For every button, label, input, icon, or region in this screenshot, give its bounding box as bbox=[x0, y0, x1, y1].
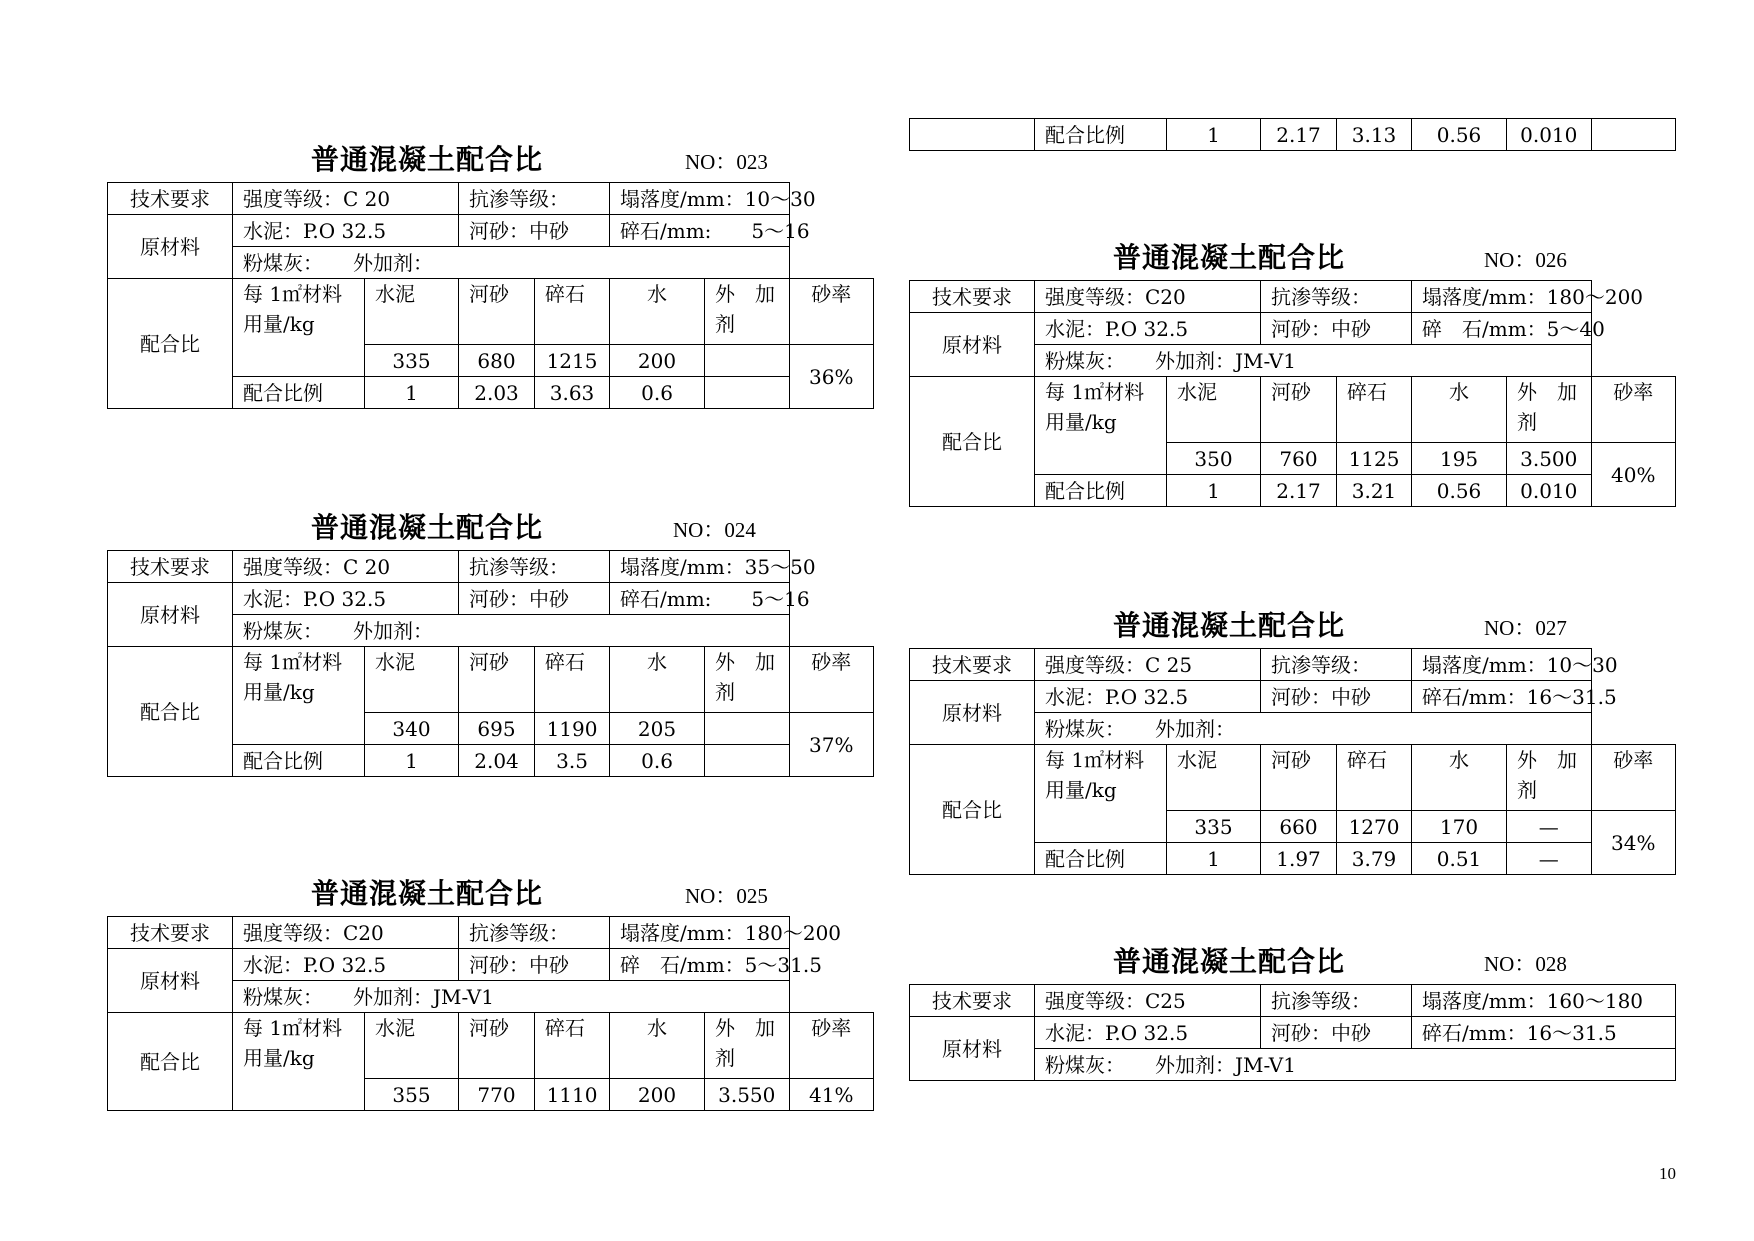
table-row bbox=[910, 985, 1676, 1017]
mix-table bbox=[909, 280, 1676, 507]
qty-stone: 1270 bbox=[1337, 811, 1412, 843]
mix-card-024 bbox=[107, 506, 874, 777]
qty-sand: 770 bbox=[459, 1079, 535, 1111]
table-row bbox=[108, 949, 874, 981]
flyash-admixture: 粉煤灰： 外加剂：JM-V1 bbox=[233, 981, 790, 1013]
admixture-header: 外 加剂 bbox=[1507, 377, 1591, 443]
card-title: 普通混凝土配合比 bbox=[311, 511, 544, 544]
stone-spec: 碎石/mm: 5～16 bbox=[610, 215, 789, 247]
ratio-label: 配合比例 bbox=[233, 377, 365, 409]
tech-label: 技术要求 bbox=[108, 551, 233, 583]
slump: 塌落度/mm：10～30 bbox=[610, 183, 789, 215]
ratio-admixture: 0.010 bbox=[1507, 475, 1591, 507]
stone-header: 碎石 bbox=[535, 1013, 610, 1079]
cement-spec: 水泥：P.O 32.5 bbox=[1035, 681, 1261, 713]
ratio-admixture bbox=[705, 377, 789, 409]
material-label: 原材料 bbox=[108, 583, 233, 647]
per-m3-label: 每 1㎡材料用量/kg bbox=[1035, 745, 1167, 843]
mix-label: 配合比 bbox=[108, 279, 233, 409]
mix-table bbox=[107, 916, 874, 1111]
ratio-sand: 2.03 bbox=[459, 377, 535, 409]
qty-sand: 680 bbox=[459, 345, 535, 377]
card-number: NO：028 bbox=[1484, 952, 1567, 976]
sand-header: 河砂 bbox=[459, 279, 535, 345]
ratio-sand: 2.17 bbox=[1261, 475, 1337, 507]
mix-table bbox=[909, 984, 1676, 1081]
cement-header: 水泥 bbox=[365, 279, 459, 345]
qty-admixture: 3.550 bbox=[705, 1079, 789, 1111]
table-row bbox=[910, 681, 1676, 713]
ratio-label: 配合比例 bbox=[1035, 119, 1167, 151]
ratio-label: 配合比例 bbox=[1035, 843, 1167, 875]
card-title: 普通混凝土配合比 bbox=[311, 877, 544, 910]
card-number: NO：027 bbox=[1484, 616, 1567, 640]
per-m3-label: 每 1㎡材料用量/kg bbox=[233, 647, 365, 745]
sand-rate-header: 砂率 bbox=[789, 647, 874, 713]
ratio-water: 0.56 bbox=[1412, 119, 1507, 151]
qty-admixture bbox=[705, 713, 789, 745]
mix-card-026 bbox=[909, 236, 1676, 507]
sand-rate-header: 砂率 bbox=[789, 1013, 874, 1079]
seepage-grade: 抗渗等级： bbox=[459, 551, 610, 583]
flyash-admixture: 粉煤灰： 外加剂： bbox=[233, 247, 790, 279]
mix-label: 配合比 bbox=[910, 377, 1035, 507]
mix-label: 配合比 bbox=[910, 745, 1035, 875]
qty-water: 170 bbox=[1412, 811, 1507, 843]
qty-sand: 695 bbox=[459, 713, 535, 745]
material-label: 原材料 bbox=[910, 1017, 1035, 1081]
sand-rate-value: 36% bbox=[789, 345, 874, 409]
qty-water: 195 bbox=[1412, 443, 1507, 475]
cement-header: 水泥 bbox=[1167, 745, 1261, 811]
water-header: 水 bbox=[610, 647, 705, 713]
cement-header: 水泥 bbox=[365, 647, 459, 713]
stone-spec: 碎石/mm：16～31.5 bbox=[1412, 1017, 1676, 1049]
seepage-grade: 抗渗等级： bbox=[1261, 985, 1412, 1017]
table-row bbox=[910, 281, 1676, 313]
table-row bbox=[910, 377, 1676, 443]
sand-spec: 河砂：中砂 bbox=[459, 215, 610, 247]
qty-admixture bbox=[705, 345, 789, 377]
water-header: 水 bbox=[610, 279, 705, 345]
ratio-stone: 3.13 bbox=[1337, 119, 1412, 151]
card-title: 普通混凝土配合比 bbox=[1113, 241, 1346, 274]
ratio-water: 0.56 bbox=[1412, 475, 1507, 507]
water-header: 水 bbox=[610, 1013, 705, 1079]
water-header: 水 bbox=[1412, 377, 1507, 443]
mix-table bbox=[909, 648, 1676, 875]
admixture-header: 外 加剂 bbox=[705, 279, 789, 345]
sand-header: 河砂 bbox=[1261, 377, 1337, 443]
strength-grade: 强度等级：C25 bbox=[1035, 985, 1261, 1017]
per-m3-label: 每 1㎡材料用量/kg bbox=[233, 1013, 365, 1111]
qty-sand: 660 bbox=[1261, 811, 1337, 843]
sand-header: 河砂 bbox=[1261, 745, 1337, 811]
qty-cement: 350 bbox=[1167, 443, 1261, 475]
qty-cement: 340 bbox=[365, 713, 459, 745]
admixture-header: 外 加剂 bbox=[705, 1013, 789, 1079]
mix-card-025 bbox=[107, 872, 874, 1111]
sand-spec: 河砂：中砂 bbox=[1261, 681, 1412, 713]
cement-spec: 水泥：P.O 32.5 bbox=[1035, 313, 1261, 345]
admixture-header: 外 加剂 bbox=[705, 647, 789, 713]
mix-label: 配合比 bbox=[108, 647, 233, 777]
cement-header: 水泥 bbox=[365, 1013, 459, 1079]
material-label: 原材料 bbox=[108, 215, 233, 279]
qty-water: 200 bbox=[610, 345, 705, 377]
card-number: NO：026 bbox=[1484, 248, 1567, 272]
stone-header: 碎石 bbox=[535, 279, 610, 345]
slump: 塌落度/mm：10～30 bbox=[1412, 649, 1591, 681]
stone-spec: 碎石/mm: 5～16 bbox=[610, 583, 789, 615]
qty-sand: 760 bbox=[1261, 443, 1337, 475]
table-row bbox=[910, 1017, 1676, 1049]
table-row bbox=[108, 215, 874, 247]
strength-grade: 强度等级：C 20 bbox=[233, 183, 459, 215]
stone-spec: 碎 石/mm：5～40 bbox=[1412, 313, 1591, 345]
sand-spec: 河砂：中砂 bbox=[1261, 313, 1412, 345]
sand-rate-value: 37% bbox=[789, 713, 874, 777]
ratio-stone: 3.5 bbox=[535, 745, 610, 777]
ratio-water: 0.6 bbox=[610, 377, 705, 409]
mix-card-023 bbox=[107, 138, 874, 409]
table-row bbox=[910, 649, 1676, 681]
page-number: 10 bbox=[1659, 1164, 1676, 1183]
card-number: NO：023 bbox=[685, 150, 768, 174]
sand-rate-value: 34% bbox=[1591, 811, 1676, 875]
ratio-stone: 3.63 bbox=[535, 377, 610, 409]
qty-stone: 1110 bbox=[535, 1079, 610, 1111]
ratio-stone: 3.21 bbox=[1337, 475, 1412, 507]
table-row bbox=[108, 279, 874, 345]
material-label: 原材料 bbox=[910, 681, 1035, 745]
qty-water: 200 bbox=[610, 1079, 705, 1111]
ratio-label: 配合比例 bbox=[233, 745, 365, 777]
qty-water: 205 bbox=[610, 713, 705, 745]
seepage-grade: 抗渗等级： bbox=[1261, 649, 1412, 681]
tech-label: 技术要求 bbox=[108, 917, 233, 949]
ratio-label: 配合比例 bbox=[1035, 475, 1167, 507]
card-number: NO：025 bbox=[685, 884, 768, 908]
qty-cement: 355 bbox=[365, 1079, 459, 1111]
stone-header: 碎石 bbox=[1337, 745, 1412, 811]
slump: 塌落度/mm：35～50 bbox=[610, 551, 789, 583]
ratio-sand: 2.04 bbox=[459, 745, 535, 777]
tech-label: 技术要求 bbox=[910, 649, 1035, 681]
flyash-admixture: 粉煤灰： 外加剂： bbox=[233, 615, 790, 647]
ratio-cement: 1 bbox=[1167, 475, 1261, 507]
ratio-admixture bbox=[705, 745, 789, 777]
qty-admixture: — bbox=[1507, 811, 1591, 843]
table-row bbox=[108, 583, 874, 615]
qty-admixture: 3.500 bbox=[1507, 443, 1591, 475]
tech-label: 技术要求 bbox=[108, 183, 233, 215]
sand-header: 河砂 bbox=[459, 1013, 535, 1079]
ratio-water: 0.51 bbox=[1412, 843, 1507, 875]
admixture-header: 外 加剂 bbox=[1507, 745, 1591, 811]
mix-card-027 bbox=[909, 604, 1676, 875]
tech-label: 技术要求 bbox=[910, 985, 1035, 1017]
water-header: 水 bbox=[1412, 745, 1507, 811]
continued-table-fragment bbox=[909, 118, 1676, 151]
strength-grade: 强度等级：C20 bbox=[233, 917, 459, 949]
card-title: 普通混凝土配合比 bbox=[311, 143, 544, 176]
table-row bbox=[108, 551, 874, 583]
ratio-stone: 3.79 bbox=[1337, 843, 1412, 875]
flyash-admixture: 粉煤灰： 外加剂：JM-V1 bbox=[1035, 1049, 1676, 1081]
table-row bbox=[910, 119, 1676, 151]
sand-spec: 河砂：中砂 bbox=[1261, 1017, 1412, 1049]
ratio-cement: 1 bbox=[365, 377, 459, 409]
ratio-water: 0.6 bbox=[610, 745, 705, 777]
sand-rate-header: 砂率 bbox=[1591, 745, 1676, 811]
sand-rate-value: 41% bbox=[789, 1079, 874, 1111]
cement-spec: 水泥：P.O 32.5 bbox=[1035, 1017, 1261, 1049]
flyash-admixture: 粉煤灰： 外加剂： bbox=[1035, 713, 1592, 745]
table-row bbox=[108, 917, 874, 949]
ratio-fragment-table bbox=[909, 118, 1676, 151]
card-number: NO：024 bbox=[673, 518, 756, 542]
seepage-grade: 抗渗等级： bbox=[459, 917, 610, 949]
mix-table bbox=[107, 550, 874, 777]
ratio-sand: 2.17 bbox=[1261, 119, 1337, 151]
qty-stone: 1215 bbox=[535, 345, 610, 377]
table-row bbox=[910, 745, 1676, 811]
cement-spec: 水泥：P.O 32.5 bbox=[233, 949, 459, 981]
card-title: 普通混凝土配合比 bbox=[1113, 609, 1346, 642]
sand-rate-value: 40% bbox=[1591, 443, 1676, 507]
cement-spec: 水泥：P.O 32.5 bbox=[233, 583, 459, 615]
table-row bbox=[910, 313, 1676, 345]
ratio-sand: 1.97 bbox=[1261, 843, 1337, 875]
mix-card-028 bbox=[909, 940, 1676, 1081]
mix-label: 配合比 bbox=[108, 1013, 233, 1111]
stone-header: 碎石 bbox=[535, 647, 610, 713]
mix-table bbox=[107, 182, 874, 409]
ratio-admixture: — bbox=[1507, 843, 1591, 875]
cement-header: 水泥 bbox=[1167, 377, 1261, 443]
sand-header: 河砂 bbox=[459, 647, 535, 713]
ratio-cement: 1 bbox=[1167, 119, 1261, 151]
stone-spec: 碎石/mm：16～31.5 bbox=[1412, 681, 1591, 713]
ratio-cement: 1 bbox=[1167, 843, 1261, 875]
stone-spec: 碎 石/mm：5～31.5 bbox=[610, 949, 789, 981]
seepage-grade: 抗渗等级： bbox=[1261, 281, 1412, 313]
sand-rate-header: 砂率 bbox=[1591, 377, 1676, 443]
material-label: 原材料 bbox=[910, 313, 1035, 377]
strength-grade: 强度等级：C 25 bbox=[1035, 649, 1261, 681]
table-row bbox=[108, 183, 874, 215]
card-title: 普通混凝土配合比 bbox=[1113, 945, 1346, 978]
qty-stone: 1190 bbox=[535, 713, 610, 745]
table-row bbox=[108, 1013, 874, 1079]
slump: 塌落度/mm：160～180 bbox=[1412, 985, 1676, 1017]
ratio-cement: 1 bbox=[365, 745, 459, 777]
per-m3-label: 每 1㎡材料用量/kg bbox=[1035, 377, 1167, 475]
table-row bbox=[108, 647, 874, 713]
per-m3-label: 每 1㎡材料用量/kg bbox=[233, 279, 365, 377]
slump: 塌落度/mm：180～200 bbox=[1412, 281, 1591, 313]
stone-header: 碎石 bbox=[1337, 377, 1412, 443]
strength-grade: 强度等级：C20 bbox=[1035, 281, 1261, 313]
slump: 塌落度/mm：180～200 bbox=[610, 917, 789, 949]
material-label: 原材料 bbox=[108, 949, 233, 1013]
tech-label: 技术要求 bbox=[910, 281, 1035, 313]
qty-cement: 335 bbox=[1167, 811, 1261, 843]
sand-spec: 河砂：中砂 bbox=[459, 949, 610, 981]
qty-stone: 1125 bbox=[1337, 443, 1412, 475]
qty-cement: 335 bbox=[365, 345, 459, 377]
ratio-admixture: 0.010 bbox=[1507, 119, 1592, 151]
sand-rate-header: 砂率 bbox=[789, 279, 874, 345]
sand-spec: 河砂：中砂 bbox=[459, 583, 610, 615]
strength-grade: 强度等级：C 20 bbox=[233, 551, 459, 583]
flyash-admixture: 粉煤灰： 外加剂：JM-V1 bbox=[1035, 345, 1592, 377]
cement-spec: 水泥：P.O 32.5 bbox=[233, 215, 459, 247]
seepage-grade: 抗渗等级： bbox=[459, 183, 610, 215]
